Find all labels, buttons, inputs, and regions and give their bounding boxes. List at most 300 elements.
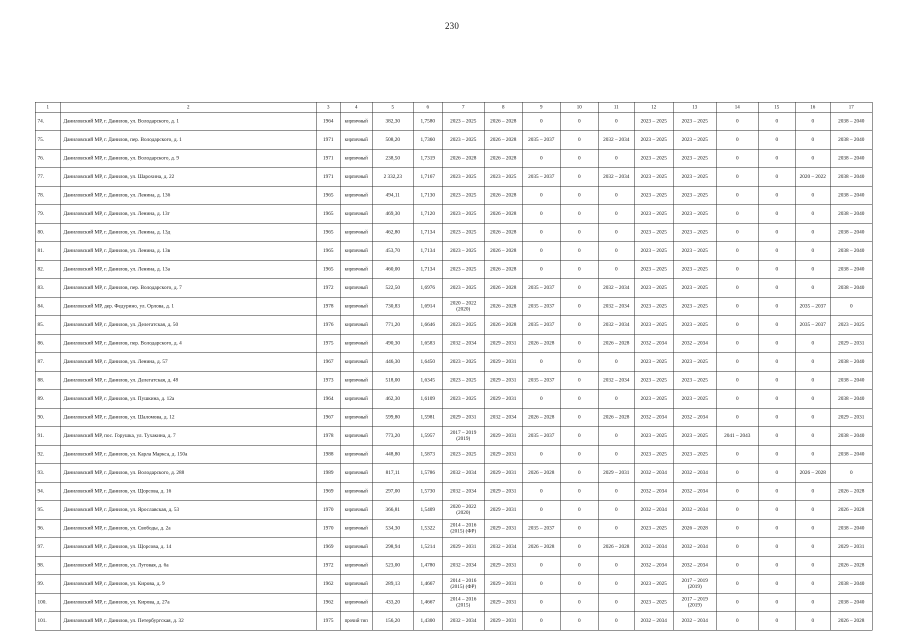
table-row xyxy=(35,538,872,557)
cell-col-3: 1970 xyxy=(316,519,340,538)
cell-col-16: 0 xyxy=(795,538,830,557)
address-cell: Даниловский МР, г. Данилов, ул. Петербургская, д. 32 xyxy=(60,612,316,631)
row-number: 98. xyxy=(35,556,60,575)
cell-col-10: 0 xyxy=(560,316,598,335)
cell-col-15: 0 xyxy=(758,260,795,279)
column-header-5: 5 xyxy=(372,102,413,112)
address-cell: Даниловский МР, г. Данилов, пер. Володарского, д. 4 xyxy=(60,334,316,353)
address-cell: Даниловский МР, г. Данилов, ул. Карла Маркса, д. 150а xyxy=(60,445,316,464)
address-cell: Даниловский МР, г. Данилов, пер. Володарского, д. 7 xyxy=(60,279,316,298)
cell-col-6: 1,7130 xyxy=(413,186,442,205)
address-cell: Даниловский МР, г. Данилов, ул. Пушкина, д. 12а xyxy=(60,390,316,409)
cell-col-4: кирпичный xyxy=(340,390,372,409)
cell-col-5: 522,50 xyxy=(372,279,413,298)
cell-col-8: 2026 – 2028 xyxy=(484,131,522,150)
cell-col-4: кирпичный xyxy=(340,408,372,427)
cell-col-14: 0 xyxy=(716,519,758,538)
cell-col-14: 0 xyxy=(716,482,758,501)
cell-col-12: 2023 – 2025 xyxy=(634,390,673,409)
cell-col-7: 2023 – 2025 xyxy=(442,353,484,372)
cell-col-3: 1967 xyxy=(316,408,340,427)
cell-col-6: 1,5214 xyxy=(413,538,442,557)
cell-col-8: 2029 – 2031 xyxy=(484,334,522,353)
cell-col-13: 2026 – 2028 xyxy=(673,519,716,538)
table-row xyxy=(35,427,872,446)
cell-col-12: 2023 – 2025 xyxy=(634,186,673,205)
address-cell: Даниловский МР, г. Данилов, ул. Ленина, д. 136 xyxy=(60,186,316,205)
cell-col-5: 523,00 xyxy=(372,556,413,575)
cell-col-3: 1965 xyxy=(316,223,340,242)
table-row xyxy=(35,593,872,612)
cell-col-17: 2038 – 2040 xyxy=(830,260,872,279)
cell-col-16: 0 xyxy=(795,334,830,353)
cell-col-4: кирпичный xyxy=(340,112,372,131)
cell-col-13: 2023 – 2025 xyxy=(673,353,716,372)
cell-col-17: 2038 – 2040 xyxy=(830,131,872,150)
header-row xyxy=(35,102,872,112)
address-cell: Даниловский МР, г. Данилов, ул. Ленина, д. 13г xyxy=(60,205,316,224)
cell-col-4: кирпичный xyxy=(340,242,372,261)
cell-col-3: 1976 xyxy=(316,316,340,335)
cell-col-9: 0 xyxy=(522,223,560,242)
cell-col-17: 2038 – 2040 xyxy=(830,223,872,242)
cell-col-7: 2032 – 2034 xyxy=(442,482,484,501)
cell-col-5: 289,13 xyxy=(372,575,413,594)
cell-col-17: 2029 – 2031 xyxy=(830,334,872,353)
cell-col-5: 599,80 xyxy=(372,408,413,427)
cell-col-13: 2032 – 2034 xyxy=(673,334,716,353)
cell-col-15: 0 xyxy=(758,464,795,483)
cell-col-5: 730,83 xyxy=(372,297,413,316)
cell-col-12: 2032 – 2034 xyxy=(634,482,673,501)
row-number: 92. xyxy=(35,445,60,464)
cell-col-12: 2023 – 2025 xyxy=(634,205,673,224)
cell-col-13: 2023 – 2025 xyxy=(673,186,716,205)
cell-col-6: 1,7120 xyxy=(413,205,442,224)
cell-col-9: 0 xyxy=(522,482,560,501)
cell-col-5: 460,00 xyxy=(372,260,413,279)
cell-col-8: 2029 – 2031 xyxy=(484,593,522,612)
page-number: 230 xyxy=(444,21,460,31)
cell-col-4: кирпичный xyxy=(340,464,372,483)
cell-col-11: 0 xyxy=(598,556,634,575)
cell-col-8: 2026 – 2028 xyxy=(484,149,522,168)
cell-col-15: 0 xyxy=(758,353,795,372)
cell-col-8: 2029 – 2031 xyxy=(484,371,522,390)
cell-col-13: 2023 – 2025 xyxy=(673,316,716,335)
table-row xyxy=(35,168,872,187)
housing-repair-table xyxy=(35,102,873,631)
cell-col-13: 2023 – 2025 xyxy=(673,168,716,187)
cell-col-15: 0 xyxy=(758,223,795,242)
cell-col-4: прочий тип xyxy=(340,612,372,631)
cell-col-6: 1,7134 xyxy=(413,223,442,242)
cell-col-6: 1,5981 xyxy=(413,408,442,427)
cell-col-11: 0 xyxy=(598,612,634,631)
cell-col-15: 0 xyxy=(758,205,795,224)
cell-col-6: 1,7580 xyxy=(413,112,442,131)
row-number: 95. xyxy=(35,501,60,520)
cell-col-5: 297,00 xyxy=(372,482,413,501)
cell-col-12: 2023 – 2025 xyxy=(634,371,673,390)
cell-col-13: 2023 – 2025 xyxy=(673,260,716,279)
cell-col-3: 1989 xyxy=(316,464,340,483)
cell-col-17: 2038 – 2040 xyxy=(830,242,872,261)
cell-col-17: 2038 – 2040 xyxy=(830,168,872,187)
cell-col-15: 0 xyxy=(758,334,795,353)
cell-col-11: 0 xyxy=(598,186,634,205)
cell-col-7: 2023 – 2025 xyxy=(442,223,484,242)
row-number: 91. xyxy=(35,427,60,446)
cell-col-10: 0 xyxy=(560,149,598,168)
cell-col-14: 0 xyxy=(716,242,758,261)
cell-col-12: 2032 – 2034 xyxy=(634,612,673,631)
column-header-14: 14 xyxy=(716,102,758,112)
cell-col-12: 2023 – 2025 xyxy=(634,242,673,261)
cell-col-8: 2026 – 2028 xyxy=(484,223,522,242)
column-header-2: 2 xyxy=(60,102,316,112)
cell-col-10: 0 xyxy=(560,408,598,427)
cell-col-15: 0 xyxy=(758,242,795,261)
cell-col-4: кирпичный xyxy=(340,519,372,538)
cell-col-10: 0 xyxy=(560,371,598,390)
address-cell: Даниловский МР, г. Данилов, ул. Ленина, д. 13в xyxy=(60,242,316,261)
cell-col-8: 2026 – 2028 xyxy=(484,316,522,335)
cell-col-14: 0 xyxy=(716,593,758,612)
cell-col-9: 0 xyxy=(522,205,560,224)
cell-col-16: 0 xyxy=(795,242,830,261)
cell-col-12: 2032 – 2034 xyxy=(634,464,673,483)
cell-col-9: 0 xyxy=(522,593,560,612)
cell-col-10: 0 xyxy=(560,427,598,446)
cell-col-15: 0 xyxy=(758,575,795,594)
cell-col-12: 2032 – 2034 xyxy=(634,556,673,575)
column-header-6: 6 xyxy=(413,102,442,112)
cell-col-15: 0 xyxy=(758,501,795,520)
cell-col-14: 0 xyxy=(716,501,758,520)
cell-col-13: 2023 – 2025 xyxy=(673,149,716,168)
cell-col-14: 0 xyxy=(716,556,758,575)
cell-col-16: 0 xyxy=(795,519,830,538)
cell-col-14: 0 xyxy=(716,464,758,483)
cell-col-8: 2032 – 2034 xyxy=(484,538,522,557)
cell-col-4: кирпичный xyxy=(340,131,372,150)
row-number: 77. xyxy=(35,168,60,187)
cell-col-4: кирпичный xyxy=(340,445,372,464)
cell-col-10: 0 xyxy=(560,519,598,538)
table-row xyxy=(35,482,872,501)
cell-col-10: 0 xyxy=(560,186,598,205)
cell-col-12: 2023 – 2025 xyxy=(634,260,673,279)
row-number: 74. xyxy=(35,112,60,131)
cell-col-5: 453,70 xyxy=(372,242,413,261)
table-row xyxy=(35,445,872,464)
cell-col-4: кирпичный xyxy=(340,205,372,224)
column-header-1: 1 xyxy=(35,102,60,112)
column-header-8: 8 xyxy=(484,102,522,112)
address-cell: Даниловский МР, г. Данилов, ул. Щорсова, д. 16 xyxy=(60,482,316,501)
row-number: 81. xyxy=(35,242,60,261)
cell-col-6: 1,6345 xyxy=(413,371,442,390)
cell-col-3: 1975 xyxy=(316,612,340,631)
column-header-11: 11 xyxy=(598,102,634,112)
table-row xyxy=(35,131,872,150)
row-number: 84. xyxy=(35,297,60,316)
cell-col-4: кирпичный xyxy=(340,556,372,575)
cell-col-8: 2029 – 2031 xyxy=(484,445,522,464)
cell-col-10: 0 xyxy=(560,501,598,520)
table-container xyxy=(35,102,873,632)
cell-col-9: 0 xyxy=(522,112,560,131)
cell-col-14: 0 xyxy=(716,408,758,427)
cell-col-10: 0 xyxy=(560,575,598,594)
cell-col-5: 366,81 xyxy=(372,501,413,520)
table-row xyxy=(35,186,872,205)
row-number: 83. xyxy=(35,279,60,298)
cell-col-3: 1972 xyxy=(316,556,340,575)
cell-col-11: 0 xyxy=(598,445,634,464)
cell-col-4: кирпичный xyxy=(340,371,372,390)
cell-col-9: 2035 – 2037 xyxy=(522,519,560,538)
cell-col-7: 2023 – 2025 xyxy=(442,371,484,390)
cell-col-12: 2023 – 2025 xyxy=(634,575,673,594)
cell-col-7: 2023 – 2025 xyxy=(442,186,484,205)
table-row xyxy=(35,149,872,168)
column-header-7: 7 xyxy=(442,102,484,112)
cell-col-6: 1,5322 xyxy=(413,519,442,538)
row-number: 80. xyxy=(35,223,60,242)
cell-col-6: 1,4667 xyxy=(413,575,442,594)
cell-col-17: 2029 – 2031 xyxy=(830,538,872,557)
cell-col-7: 2023 – 2025 xyxy=(442,131,484,150)
cell-col-15: 0 xyxy=(758,445,795,464)
cell-col-13: 2032 – 2034 xyxy=(673,501,716,520)
cell-col-7: 2029 – 2031 xyxy=(442,408,484,427)
address-cell: Даниловский МР, г. Данилов, ул. Свободы, д. 2а xyxy=(60,519,316,538)
cell-col-12: 2023 – 2025 xyxy=(634,427,673,446)
cell-col-7: 2023 – 2025 xyxy=(442,112,484,131)
cell-col-7: 2029 – 2031 xyxy=(442,538,484,557)
cell-col-9: 0 xyxy=(522,390,560,409)
table-body xyxy=(35,112,872,630)
cell-col-10: 0 xyxy=(560,223,598,242)
cell-col-10: 0 xyxy=(560,612,598,631)
cell-col-6: 1,6646 xyxy=(413,316,442,335)
cell-col-6: 1,5957 xyxy=(413,427,442,446)
cell-col-4: кирпичный xyxy=(340,482,372,501)
cell-col-8: 2029 – 2031 xyxy=(484,519,522,538)
cell-col-11: 0 xyxy=(598,519,634,538)
cell-col-15: 0 xyxy=(758,279,795,298)
cell-col-15: 0 xyxy=(758,612,795,631)
cell-col-7: 2023 – 2025 xyxy=(442,279,484,298)
cell-col-6: 1,5786 xyxy=(413,464,442,483)
table-row xyxy=(35,464,872,483)
address-cell: Даниловский МР, г. Данилов, ул. Ленина, д. 13а xyxy=(60,260,316,279)
row-number: 94. xyxy=(35,482,60,501)
cell-col-7: 2023 – 2025 xyxy=(442,205,484,224)
cell-col-17: 2023 – 2025 xyxy=(830,316,872,335)
cell-col-15: 0 xyxy=(758,149,795,168)
cell-col-11: 2026 – 2028 xyxy=(598,538,634,557)
cell-col-12: 2023 – 2025 xyxy=(634,593,673,612)
cell-col-3: 1967 xyxy=(316,353,340,372)
cell-col-14: 0 xyxy=(716,279,758,298)
row-number: 78. xyxy=(35,186,60,205)
cell-col-3: 1962 xyxy=(316,575,340,594)
cell-col-3: 1969 xyxy=(316,482,340,501)
cell-col-11: 2026 – 2028 xyxy=(598,408,634,427)
cell-col-17: 2038 – 2040 xyxy=(830,390,872,409)
cell-col-16: 0 xyxy=(795,131,830,150)
cell-col-12: 2023 – 2025 xyxy=(634,149,673,168)
table-row xyxy=(35,390,872,409)
cell-col-9: 2035 – 2037 xyxy=(522,131,560,150)
cell-col-14: 0 xyxy=(716,131,758,150)
cell-col-16: 0 xyxy=(795,556,830,575)
cell-col-15: 0 xyxy=(758,168,795,187)
table-row xyxy=(35,408,872,427)
cell-col-16: 2026 – 2028 xyxy=(795,464,830,483)
table-row xyxy=(35,112,872,131)
cell-col-7: 2017 – 2019 (2019) xyxy=(442,427,484,446)
cell-col-10: 0 xyxy=(560,279,598,298)
row-number: 76. xyxy=(35,149,60,168)
cell-col-7: 2023 – 2025 xyxy=(442,168,484,187)
address-cell: Даниловский МР, дер. Федурино, ул. Орлова, д. 1 xyxy=(60,297,316,316)
row-number: 87. xyxy=(35,353,60,372)
cell-col-15: 0 xyxy=(758,538,795,557)
cell-col-17: 2026 – 2028 xyxy=(830,556,872,575)
cell-col-9: 0 xyxy=(522,260,560,279)
cell-col-11: 0 xyxy=(598,575,634,594)
cell-col-12: 2023 – 2025 xyxy=(634,168,673,187)
cell-col-17: 0 xyxy=(830,464,872,483)
cell-col-14: 0 xyxy=(716,353,758,372)
cell-col-13: 2032 – 2034 xyxy=(673,464,716,483)
cell-col-9: 2026 – 2028 xyxy=(522,538,560,557)
cell-col-3: 1965 xyxy=(316,242,340,261)
cell-col-8: 2029 – 2031 xyxy=(484,427,522,446)
cell-col-3: 1965 xyxy=(316,205,340,224)
cell-col-3: 1972 xyxy=(316,279,340,298)
cell-col-13: 2023 – 2025 xyxy=(673,390,716,409)
cell-col-8: 2026 – 2028 xyxy=(484,112,522,131)
table-row xyxy=(35,371,872,390)
address-cell: Даниловский МР, г. Данилов, ул. Шарохина, д. 22 xyxy=(60,168,316,187)
cell-col-3: 1988 xyxy=(316,445,340,464)
cell-col-7: 2023 – 2025 xyxy=(442,390,484,409)
cell-col-17: 2038 – 2040 xyxy=(830,593,872,612)
cell-col-5: 382,30 xyxy=(372,112,413,131)
cell-col-14: 2041 – 2043 xyxy=(716,427,758,446)
cell-col-15: 0 xyxy=(758,297,795,316)
cell-col-17: 0 xyxy=(830,297,872,316)
cell-col-16: 2020 – 2022 xyxy=(795,168,830,187)
cell-col-11: 0 xyxy=(598,427,634,446)
cell-col-6: 1,5409 xyxy=(413,501,442,520)
cell-col-17: 2026 – 2028 xyxy=(830,501,872,520)
cell-col-9: 0 xyxy=(522,242,560,261)
cell-col-14: 0 xyxy=(716,316,758,335)
cell-col-16: 0 xyxy=(795,205,830,224)
cell-col-13: 2023 – 2025 xyxy=(673,205,716,224)
cell-col-3: 1969 xyxy=(316,538,340,557)
cell-col-11: 0 xyxy=(598,482,634,501)
cell-col-15: 0 xyxy=(758,427,795,446)
cell-col-16: 0 xyxy=(795,427,830,446)
table-row xyxy=(35,316,872,335)
table-row xyxy=(35,334,872,353)
cell-col-10: 0 xyxy=(560,390,598,409)
cell-col-3: 1965 xyxy=(316,260,340,279)
cell-col-8: 2026 – 2028 xyxy=(484,279,522,298)
cell-col-16: 0 xyxy=(795,390,830,409)
cell-col-9: 0 xyxy=(522,149,560,168)
cell-col-5: 469,30 xyxy=(372,205,413,224)
cell-col-14: 0 xyxy=(716,445,758,464)
cell-col-9: 0 xyxy=(522,575,560,594)
cell-col-10: 0 xyxy=(560,556,598,575)
cell-col-10: 0 xyxy=(560,205,598,224)
cell-col-7: 2023 – 2025 xyxy=(442,316,484,335)
cell-col-17: 2029 – 2031 xyxy=(830,408,872,427)
cell-col-12: 2032 – 2034 xyxy=(634,408,673,427)
address-cell: Даниловский МР, г. Данилов, ул. Щорсова, д. 14 xyxy=(60,538,316,557)
cell-col-9: 0 xyxy=(522,445,560,464)
cell-col-12: 2023 – 2025 xyxy=(634,279,673,298)
address-cell: Даниловский МР, г. Данилов, ул. Володарского, д. 9 xyxy=(60,149,316,168)
cell-col-7: 2014 – 2016 (2015) (ФР) xyxy=(442,575,484,594)
cell-col-3: 1978 xyxy=(316,427,340,446)
cell-col-10: 0 xyxy=(560,482,598,501)
table-row xyxy=(35,223,872,242)
cell-col-15: 0 xyxy=(758,371,795,390)
cell-col-13: 2023 – 2025 xyxy=(673,112,716,131)
cell-col-14: 0 xyxy=(716,260,758,279)
cell-col-7: 2032 – 2034 xyxy=(442,612,484,631)
table-row xyxy=(35,260,872,279)
cell-col-14: 0 xyxy=(716,612,758,631)
cell-col-15: 0 xyxy=(758,112,795,131)
cell-col-12: 2023 – 2025 xyxy=(634,445,673,464)
cell-col-4: кирпичный xyxy=(340,593,372,612)
cell-col-8: 2029 – 2031 xyxy=(484,501,522,520)
cell-col-16: 0 xyxy=(795,445,830,464)
cell-col-3: 1962 xyxy=(316,593,340,612)
cell-col-15: 0 xyxy=(758,316,795,335)
address-cell: Даниловский МР, г. Данилов, ул. Шаломова, д. 12 xyxy=(60,408,316,427)
cell-col-17: 2038 – 2040 xyxy=(830,279,872,298)
column-header-4: 4 xyxy=(340,102,372,112)
cell-col-17: 2038 – 2040 xyxy=(830,186,872,205)
cell-col-5: 298,94 xyxy=(372,538,413,557)
cell-col-5: 448,80 xyxy=(372,445,413,464)
cell-col-9: 2026 – 2028 xyxy=(522,334,560,353)
cell-col-11: 2032 – 2034 xyxy=(598,279,634,298)
cell-col-16: 0 xyxy=(795,223,830,242)
cell-col-15: 0 xyxy=(758,390,795,409)
cell-col-15: 0 xyxy=(758,556,795,575)
cell-col-9: 2035 – 2037 xyxy=(522,168,560,187)
cell-col-9: 0 xyxy=(522,501,560,520)
cell-col-8: 2026 – 2028 xyxy=(484,260,522,279)
row-number: 82. xyxy=(35,260,60,279)
cell-col-11: 2032 – 2034 xyxy=(598,316,634,335)
table-row xyxy=(35,242,872,261)
cell-col-4: кирпичный xyxy=(340,149,372,168)
cell-col-17: 2038 – 2040 xyxy=(830,112,872,131)
